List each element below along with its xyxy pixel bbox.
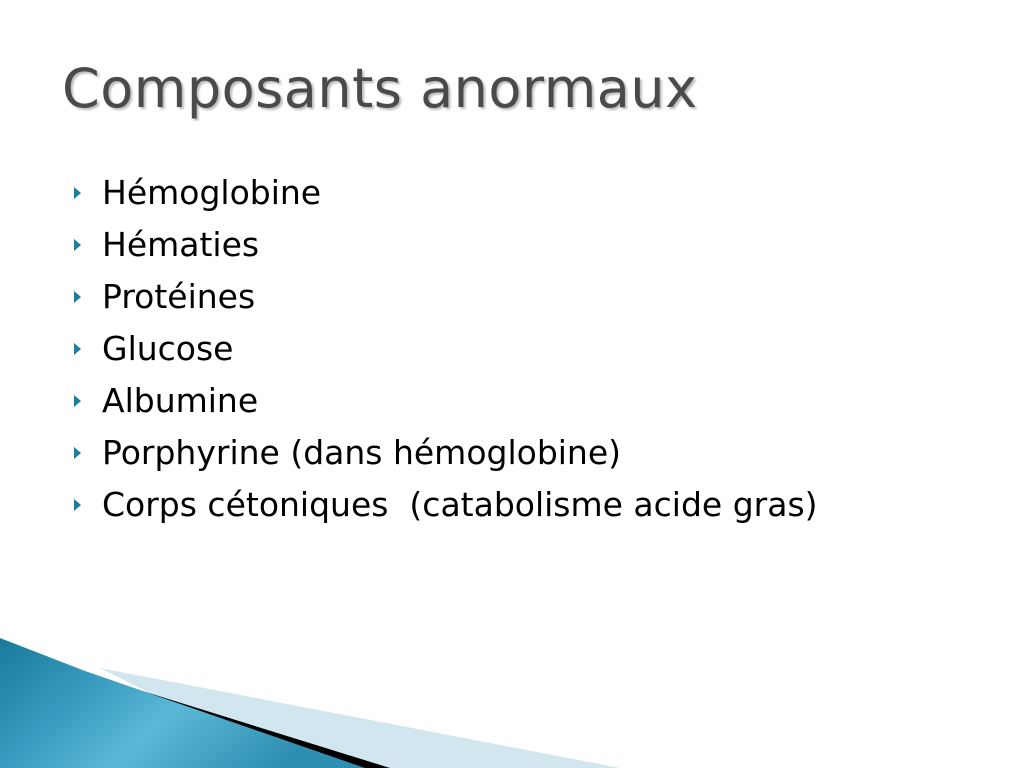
bullet-text: Hématies (102, 224, 260, 264)
bullet-item (74, 374, 818, 426)
bullet-item (74, 322, 818, 374)
bullet-text: Hémoglobine (102, 172, 322, 212)
bullet-text: Porphyrine (dans hémoglobine) (102, 432, 622, 472)
bullet-list (74, 166, 818, 530)
bullet-item (74, 166, 818, 218)
triangle-bullet-icon (74, 239, 81, 251)
triangle-bullet-icon (74, 395, 81, 407)
triangle-bullet-icon (74, 343, 81, 355)
slide-title: Composants anormaux (62, 57, 698, 120)
triangle-bullet-icon (74, 447, 81, 459)
triangle-bullet-icon (74, 499, 81, 511)
bullet-item (74, 478, 818, 530)
bullet-text: Corps cétoniques (catabolisme acide gras) (102, 484, 818, 524)
corner-swoosh-decoration (0, 638, 1024, 768)
bullet-text: Glucose (102, 328, 234, 368)
triangle-bullet-icon (74, 291, 81, 303)
bullet-item (74, 426, 818, 478)
bullet-text: Protéines (102, 276, 256, 316)
bullet-text: Albumine (102, 380, 259, 420)
triangle-bullet-icon (74, 187, 81, 199)
bullet-item (74, 270, 818, 322)
bullet-item (74, 218, 818, 270)
